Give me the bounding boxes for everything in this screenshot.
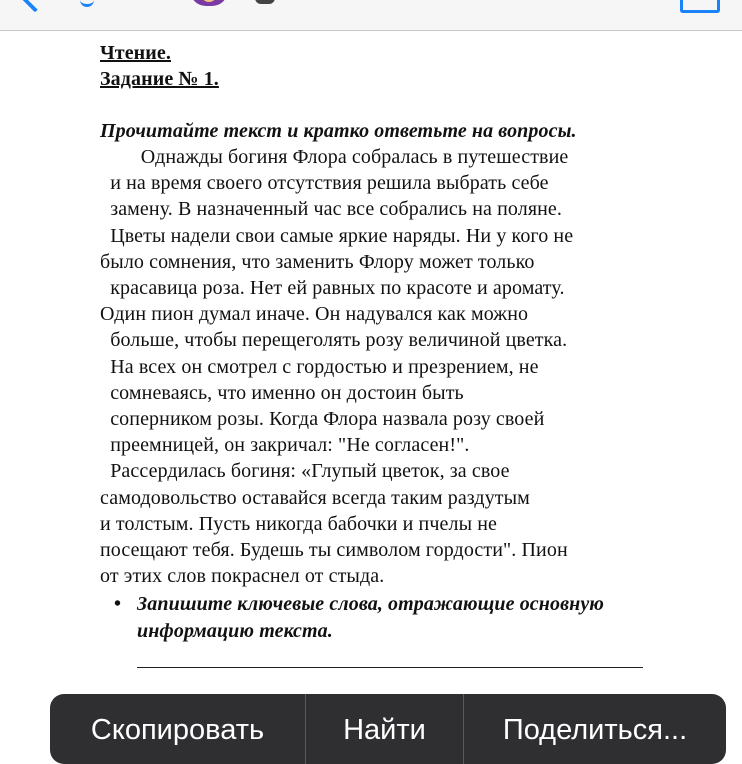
task-heading: Задание № 1. (100, 68, 219, 90)
passage-line: и на время своего отсутствия решила выбрать себе (100, 172, 549, 195)
story-passage (100, 144, 660, 589)
bullet-icon: • (114, 593, 122, 616)
passage-line: Цветы надели свои самые яркие наряды. Ни у кого не (100, 224, 574, 247)
passage-line: красавица роза. Нет ей равных по красоте и аромату. (100, 277, 565, 300)
instruction-text: Прочитайте текст и кратко ответьте на вопросы. (100, 120, 577, 142)
task-question (100, 591, 660, 643)
top-navigation-bar (0, 0, 742, 31)
passage-line: больше, чтобы перещеголять розу величиной цветка. (100, 329, 568, 352)
passage-line: Рассердилась богиня: «Глупый цветок, за свое (100, 460, 510, 483)
woman-emoji-icon (190, 0, 228, 6)
speaker-icon (255, 0, 275, 4)
reading-heading: Чтение. (100, 42, 172, 64)
task-line: Запишите ключевые слова, отражающие основную (137, 593, 605, 616)
passage-line: от этих слов покраснел от стыда. (100, 565, 385, 588)
document-page (100, 40, 660, 644)
passage-line: соперником розы. Когда Флора назвала розу своей (100, 408, 545, 431)
passage-line: Однажды богиня Флора собралась в путешествие (100, 146, 569, 168)
compose-icon[interactable] (680, 0, 720, 13)
passage-line: и толстым. Пусть никогда бабочки и пчелы не (100, 512, 497, 535)
passage-line: На всех он смотрел с гордостью и презрением, не (100, 355, 539, 378)
passage-line: посещают тебя. Будешь ты символом гордости". Пион (100, 539, 568, 562)
answer-blank-line (137, 667, 643, 668)
share-button[interactable]: Поделиться... (502, 714, 688, 746)
passage-line: замену. В назначенный час все собрались на поляне. (100, 198, 562, 221)
back-label-fragment-icon[interactable] (80, 0, 94, 7)
passage-line: преемницей, он закричал: "Не согласен!". (100, 434, 470, 457)
copy-button[interactable]: Скопировать (50, 694, 306, 764)
back-chevron-icon[interactable] (19, 0, 50, 13)
context-menu (50, 694, 726, 764)
task-line: информацию текста. (137, 619, 333, 642)
passage-line: Один пион думал иначе. Он надувался как можно (100, 303, 529, 326)
passage-line: самодовольство оставайся всегда таким раздутым (100, 486, 530, 509)
passage-line: сомневаясь, что именно он достоин быть (100, 381, 464, 404)
find-button[interactable]: Найти (306, 694, 464, 764)
passage-line: было сомнения, что заменить Флору может только (100, 250, 535, 273)
